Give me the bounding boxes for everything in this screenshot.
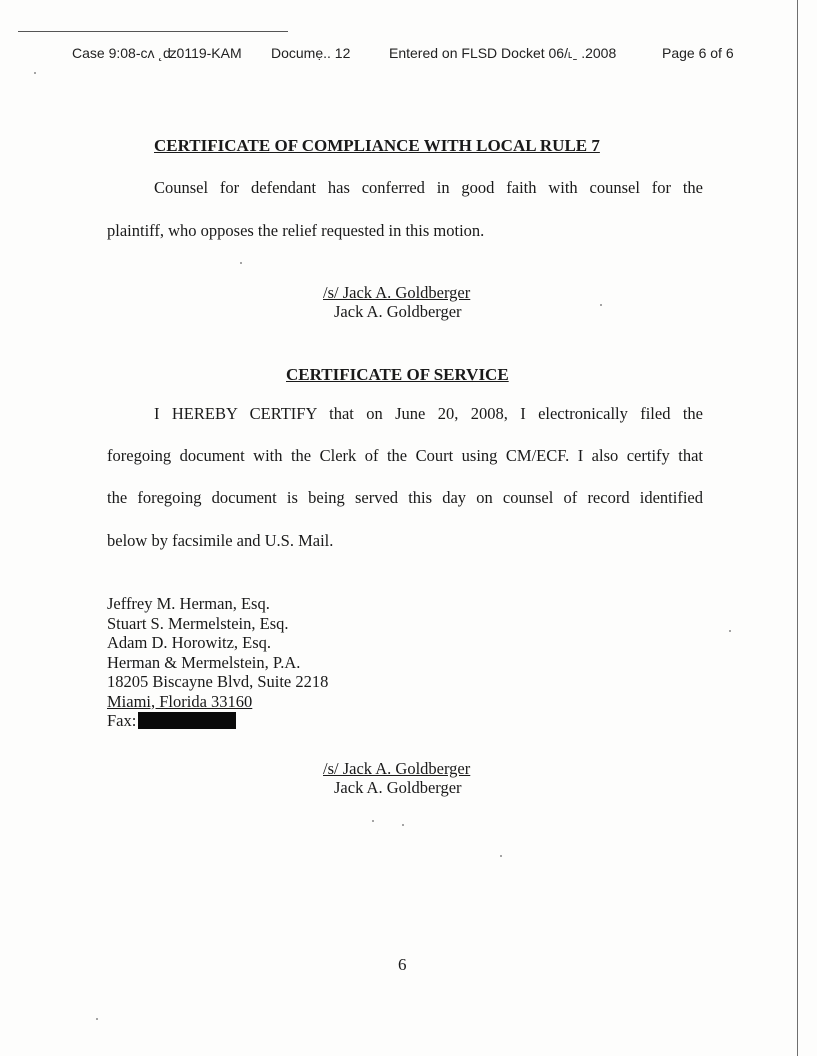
compliance-line-1: Counsel for defendant has conferred in good faith with counsel for the (154, 178, 703, 197)
header-entered: Entered on FLSD Docket 06/˪ˍ .2008 (389, 45, 617, 61)
page-number: 6 (398, 955, 407, 974)
compliance-signer-name: Jack A. Goldberger (334, 302, 462, 321)
addressee-line: Jeffrey M. Herman, Esq. (107, 594, 270, 613)
fax-label: Fax: (107, 711, 137, 730)
scan-speck (240, 262, 242, 264)
service-line-1: I HEREBY CERTIFY that on June 20, 2008, I electronically filed the (154, 404, 703, 423)
addressee-line: Herman & Mermelstein, P.A. (107, 652, 301, 672)
service-heading: CERTIFICATE OF SERVICE (286, 365, 509, 384)
scan-speck (500, 855, 502, 857)
page-edge (797, 0, 798, 1056)
service-line-3: the foregoing document is being served this day on counsel of record identified (107, 488, 703, 507)
scan-speck (402, 824, 404, 826)
addressee-line: Adam D. Horowitz, Esq. (107, 633, 272, 652)
addressee-line: Miami, Florida 33160 (107, 691, 253, 711)
scan-speck (96, 1018, 98, 1020)
service-line-4: below by facsimile and U.S. Mail. (107, 531, 334, 550)
fax-line (107, 711, 328, 731)
docket-header (0, 45, 817, 65)
header-document: Documẹ.. 12 (271, 45, 351, 61)
scan-speck (372, 820, 374, 822)
service-list (107, 594, 328, 731)
compliance-line-2: plaintiff, who opposes the relief requested in this motion. (107, 221, 485, 240)
service-signature: /s/ Jack A. Goldberger (323, 759, 471, 778)
redaction-block (138, 712, 236, 729)
scan-speck (600, 304, 602, 306)
scan-speck (34, 72, 36, 74)
header-case: Case 9:08-cʌ ˛ʣ0119-KAM (72, 45, 242, 61)
compliance-heading: CERTIFICATE OF COMPLIANCE WITH LOCAL RULE 7 (154, 136, 600, 155)
header-page: Page 6 of 6 (662, 45, 734, 61)
addressee-line: 18205 Biscayne Blvd, Suite 2218 (107, 672, 329, 691)
service-signer-name: Jack A. Goldberger (334, 778, 462, 797)
compliance-signature: /s/ Jack A. Goldberger (323, 283, 471, 302)
addressee-line: Stuart S. Mermelstein, Esq. (107, 613, 289, 633)
service-line-2: foregoing document with the Clerk of the Court using CM/ECF. I also certify that (107, 446, 703, 465)
scan-speck (729, 630, 731, 632)
scan-line-top (18, 31, 288, 32)
